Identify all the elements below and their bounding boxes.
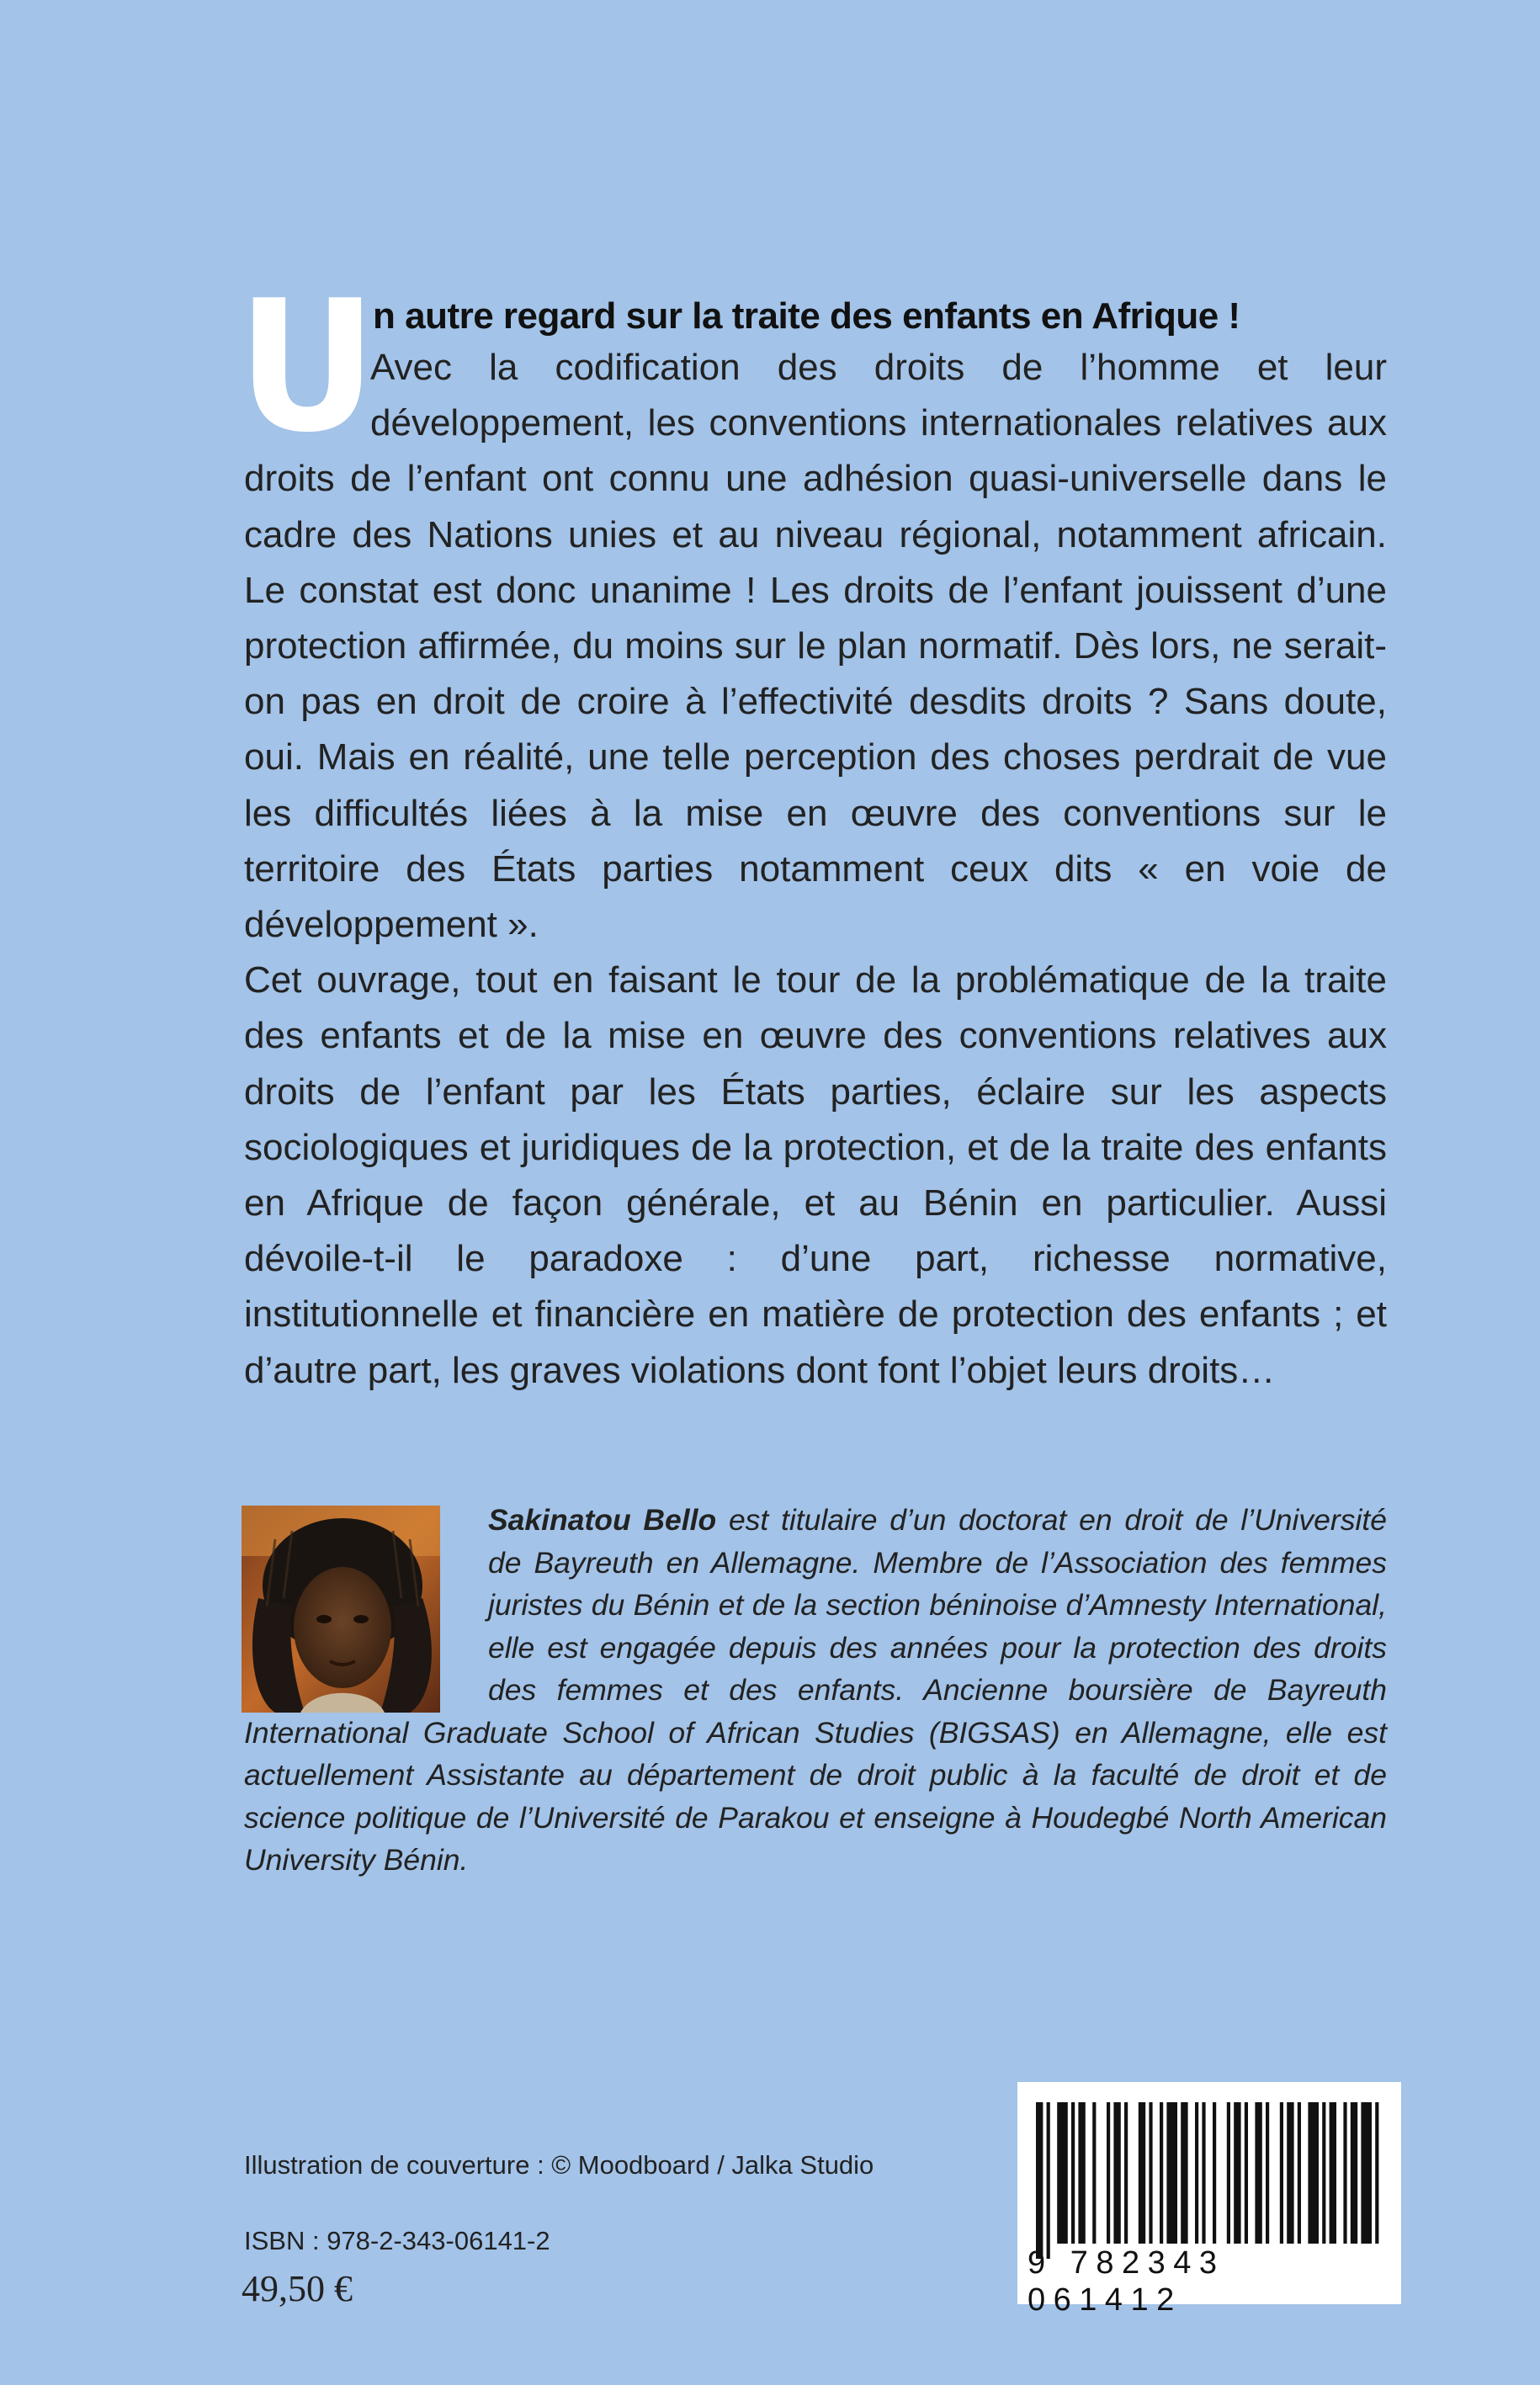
barcode-bar xyxy=(1181,2102,1187,2244)
barcode-bar xyxy=(1227,2102,1230,2244)
barcode-bar xyxy=(1057,2102,1068,2244)
barcode-bar xyxy=(1202,2102,1205,2244)
barcode-bar xyxy=(1078,2102,1085,2244)
barcode-bar xyxy=(1322,2102,1325,2244)
barcode-bar xyxy=(1234,2102,1240,2244)
barcode-bar xyxy=(1330,2102,1336,2244)
barcode-bar xyxy=(1036,2102,1043,2259)
barcode-bar xyxy=(1361,2102,1372,2244)
drop-cap-letter: U xyxy=(237,261,377,472)
barcode-bar xyxy=(1047,2102,1050,2259)
barcode-bar xyxy=(1343,2102,1346,2244)
barcode-bar xyxy=(1266,2102,1269,2244)
barcode-bar xyxy=(1139,2102,1145,2244)
barcode-bar xyxy=(1124,2102,1128,2244)
barcode-number: 9 782343 061412 xyxy=(1028,2245,1225,2318)
cover-credits: Illustration de couverture : © Moodboard / Jalka Studio xyxy=(244,2150,874,2180)
author-name: Sakinatou Bello xyxy=(488,1503,717,1537)
barcode-bar xyxy=(1107,2102,1110,2244)
barcode-bar xyxy=(1113,2102,1120,2244)
barcode-bar xyxy=(1351,2102,1357,2244)
author-bio xyxy=(244,1499,1387,1882)
headline: n autre regard sur la traite des enfants en Afrique ! xyxy=(373,295,1240,337)
summary-paragraph-1: Avec la codification des droits de l’homme et leur développement, les conventions internationales relatives aux droits de l’enfant ont connu une adhésion quasi-universelle dans le cadre des Nations unies et au niveau régional, notamment africain. Le constat est donc unanime ! Les droits de l’enfant jouissent d’une protection affirmée, du moins sur le plan normatif. Dès lors, ne serait-on pas en droit de croire à l’effectivité desdits droits ? Sans doute, oui. Mais en réalité, une telle perception des choses perdrait de vue les difficultés liées à la mise en œuvre des conventions sur le territoire des États parties notamment ceux dits « en voie de développement ». xyxy=(244,347,1387,946)
barcode-bar xyxy=(1166,2102,1177,2244)
summary-text xyxy=(244,340,1387,1399)
barcode-bar xyxy=(1298,2102,1301,2244)
barcode-bar xyxy=(1375,2102,1378,2244)
barcode-bar xyxy=(1245,2102,1248,2244)
barcode-bar xyxy=(1308,2102,1319,2244)
summary-paragraph-2: Cet ouvrage, tout en faisant le tour de la problématique de la traite des enfants et de la mise en œuvre des conventions relatives aux droits de l’enfant par les États parties, éclaire sur les aspects sociologiques et juridiques de la protection, et de la traite des enfants en Afrique de façon générale, et au Bénin en particulier. Aussi dévoile-t-il le paradoxe : d’une part, richesse normative, institutionnelle et financière en matière de protection des enfants ; et d’autre part, les graves violations dont font l’objet leurs droits… xyxy=(244,959,1387,1391)
author-bio-text: est titulaire d’un doctorat en droit de l’Université de Bayreuth en Allemagne. Membre de l’Association des femmes juristes du Bénin et de la section béninoise d’Amnesty International, elle est engagée depuis des années pour la protection des droits des femmes et des enfants. Ancienne boursière de Bayreuth International Graduate School of African Studies (BIGSAS) en Allemagne, elle est actuellement Assistante au département de droit public à la faculté de droit et de science politique de l’Université de Parakou et enseigne à Houdegbé North American University Bénin. xyxy=(244,1503,1387,1877)
barcode-bar xyxy=(1092,2102,1096,2244)
barcode-bar xyxy=(1149,2102,1152,2244)
barcode-bar xyxy=(1071,2102,1075,2244)
barcode-bar xyxy=(1287,2102,1293,2244)
barcode-bar xyxy=(1255,2102,1261,2244)
barcode-bar xyxy=(1213,2102,1216,2244)
price: 49,50 € xyxy=(242,2268,353,2309)
barcode-bar xyxy=(1280,2102,1283,2244)
barcode-bar xyxy=(1160,2102,1163,2244)
isbn: ISBN : 978-2-343-06141-2 xyxy=(244,2226,550,2255)
barcode-bar xyxy=(1195,2102,1198,2244)
